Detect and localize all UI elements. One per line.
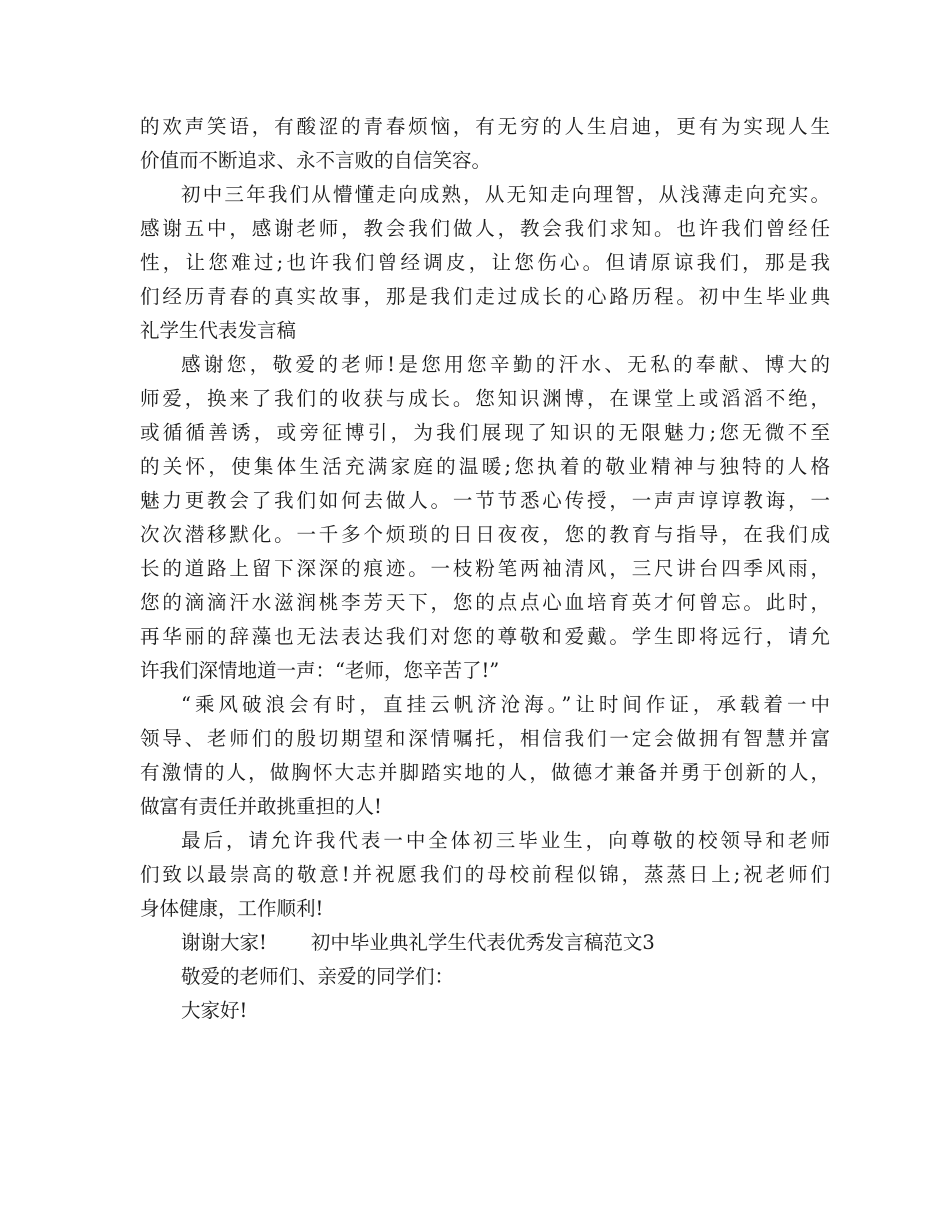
text-line: 师爱，换来了我们的收获与成长。您知识渊博，在课堂上或滔滔不绝，	[140, 387, 830, 410]
text-line: 礼学生代表发言稿	[140, 319, 297, 342]
document-body	[140, 110, 830, 1028]
text-line: 身体健康，工作顺利!	[140, 897, 324, 920]
text-line: 的欢声笑语，有酸涩的青春烦恼，有无穷的人生启迪，更有为实现人生	[140, 115, 830, 138]
text-line: 或循循善诱，或旁征博引，为我们展现了知识的无限魅力;您无微不至	[140, 421, 830, 444]
paragraph-start: “乘风破浪会有时，直挂云帆济沧海。”让时间作证，承载着一中	[181, 693, 830, 716]
salutation: 敬爱的老师们、亲爱的同学们：	[181, 965, 455, 988]
text-line: 次次潜移默化。一千多个烦琐的日日夜夜，您的教育与指导，在我们成	[140, 523, 830, 546]
text-line: 感谢五中，感谢老师，教会我们做人，教会我们求知。也许我们曾经任	[140, 217, 830, 240]
paragraph-start: 最后，请允许我代表一中全体初三毕业生，向尊敬的校领导和老师	[181, 829, 830, 852]
closing-line	[140, 926, 830, 960]
text-line: 有激情的人，做胸怀大志并脚踏实地的人，做德才兼备并勇于创新的人，	[140, 761, 830, 784]
text-line: 长的道路上留下深深的痕迹。一枝粉笔两袖清风，三尺讲台四季风雨，	[140, 557, 830, 580]
section-heading: 初中毕业典礼学生代表优秀发言稿范文3	[310, 931, 655, 954]
text-line: 们致以最崇高的敬意!并祝愿我们的母校前程似锦，蒸蒸日上;祝老师们	[140, 863, 830, 886]
text-line: 性，让您难过;也许我们曾经调皮，让您伤心。但请原谅我们，那是我	[140, 251, 830, 274]
text-line: 再华丽的辞藻也无法表达我们对您的尊敬和爱戴。学生即将远行，请允	[140, 625, 830, 648]
text-line: 做富有责任并敢挑重担的人!	[140, 795, 382, 818]
paragraph-start: 感谢您，敬爱的老师!是您用您辛勤的汗水、无私的奉献、博大的	[181, 353, 830, 376]
text-line: 您的滴滴汗水滋润桃李芳天下，您的点点心血培育英才何曾忘。此时，	[140, 591, 830, 614]
text-line: 魅力更教会了我们如何去做人。一节节悉心传授，一声声谆谆教诲，一	[140, 489, 830, 512]
thanks-text: 谢谢大家!	[181, 931, 267, 954]
text-line: 价值而不断追求、永不言败的自信笑容。	[140, 149, 492, 172]
text-line: 领导、老师们的殷切期望和深情嘱托，相信我们一定会做拥有智慧并富	[140, 727, 830, 750]
paragraph-start: 初中三年我们从懵懂走向成熟，从无知走向理智，从浅薄走向充实。	[181, 183, 830, 206]
greeting: 大家好!	[181, 999, 248, 1022]
text-line: 的关怀，使集体生活充满家庭的温暖;您执着的敬业精神与独特的人格	[140, 455, 830, 478]
text-line: 许我们深情地道一声：“老师，您辛苦了!”	[140, 659, 500, 682]
text-line: 们经历青春的真实故事，那是我们走过成长的心路历程。初中生毕业典	[140, 285, 830, 308]
